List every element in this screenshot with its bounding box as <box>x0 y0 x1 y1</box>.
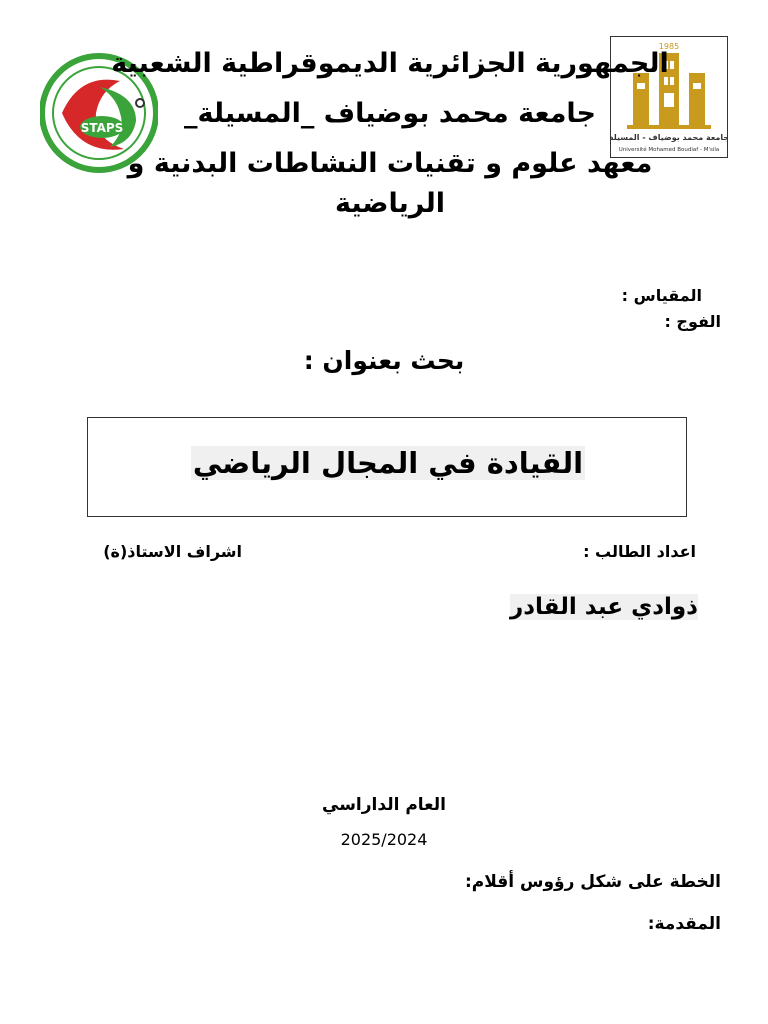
group-label: الفوج : <box>664 312 721 331</box>
logo-year: 1985 <box>658 42 680 51</box>
supervisor-label: اشراف الاستاذ(ة) <box>103 542 242 561</box>
student-label: اعداد الطالب : <box>583 542 696 561</box>
research-heading: بحث بعنوان : <box>303 346 465 375</box>
academic-year-label: العام الداراسي <box>322 795 446 815</box>
academic-year-value: 2025/2024 <box>340 830 428 849</box>
plan-heading: الخطة على شكل رؤوس أقلام: <box>464 872 721 892</box>
header-university: جامعة محمد بوضياف _المسيلة_ <box>183 98 597 129</box>
header-institute: معهد علوم و تقنيات النشاطات البدنية و <box>127 148 653 179</box>
logo-name-ar: جامعة محمد بوضياف - المسيلة <box>611 133 727 142</box>
header-institute-cont: الرياضية <box>335 188 445 219</box>
student-name: ذوادي عبد القادر <box>509 594 698 620</box>
main-title-text: القيادة في المجال الرياضي <box>192 446 584 480</box>
logo-staps-text: STAPS <box>80 121 124 135</box>
title-box <box>87 417 687 517</box>
intro-heading: المقدمة: <box>647 914 721 934</box>
main-title <box>88 446 688 480</box>
logo-name-fr: Université Mohamed Boudiaf - M'sila <box>618 147 720 153</box>
header-republic: الجمهورية الجزائرية الديموقراطية الشعبية <box>111 48 669 79</box>
module-label: المقياس : <box>621 286 702 305</box>
